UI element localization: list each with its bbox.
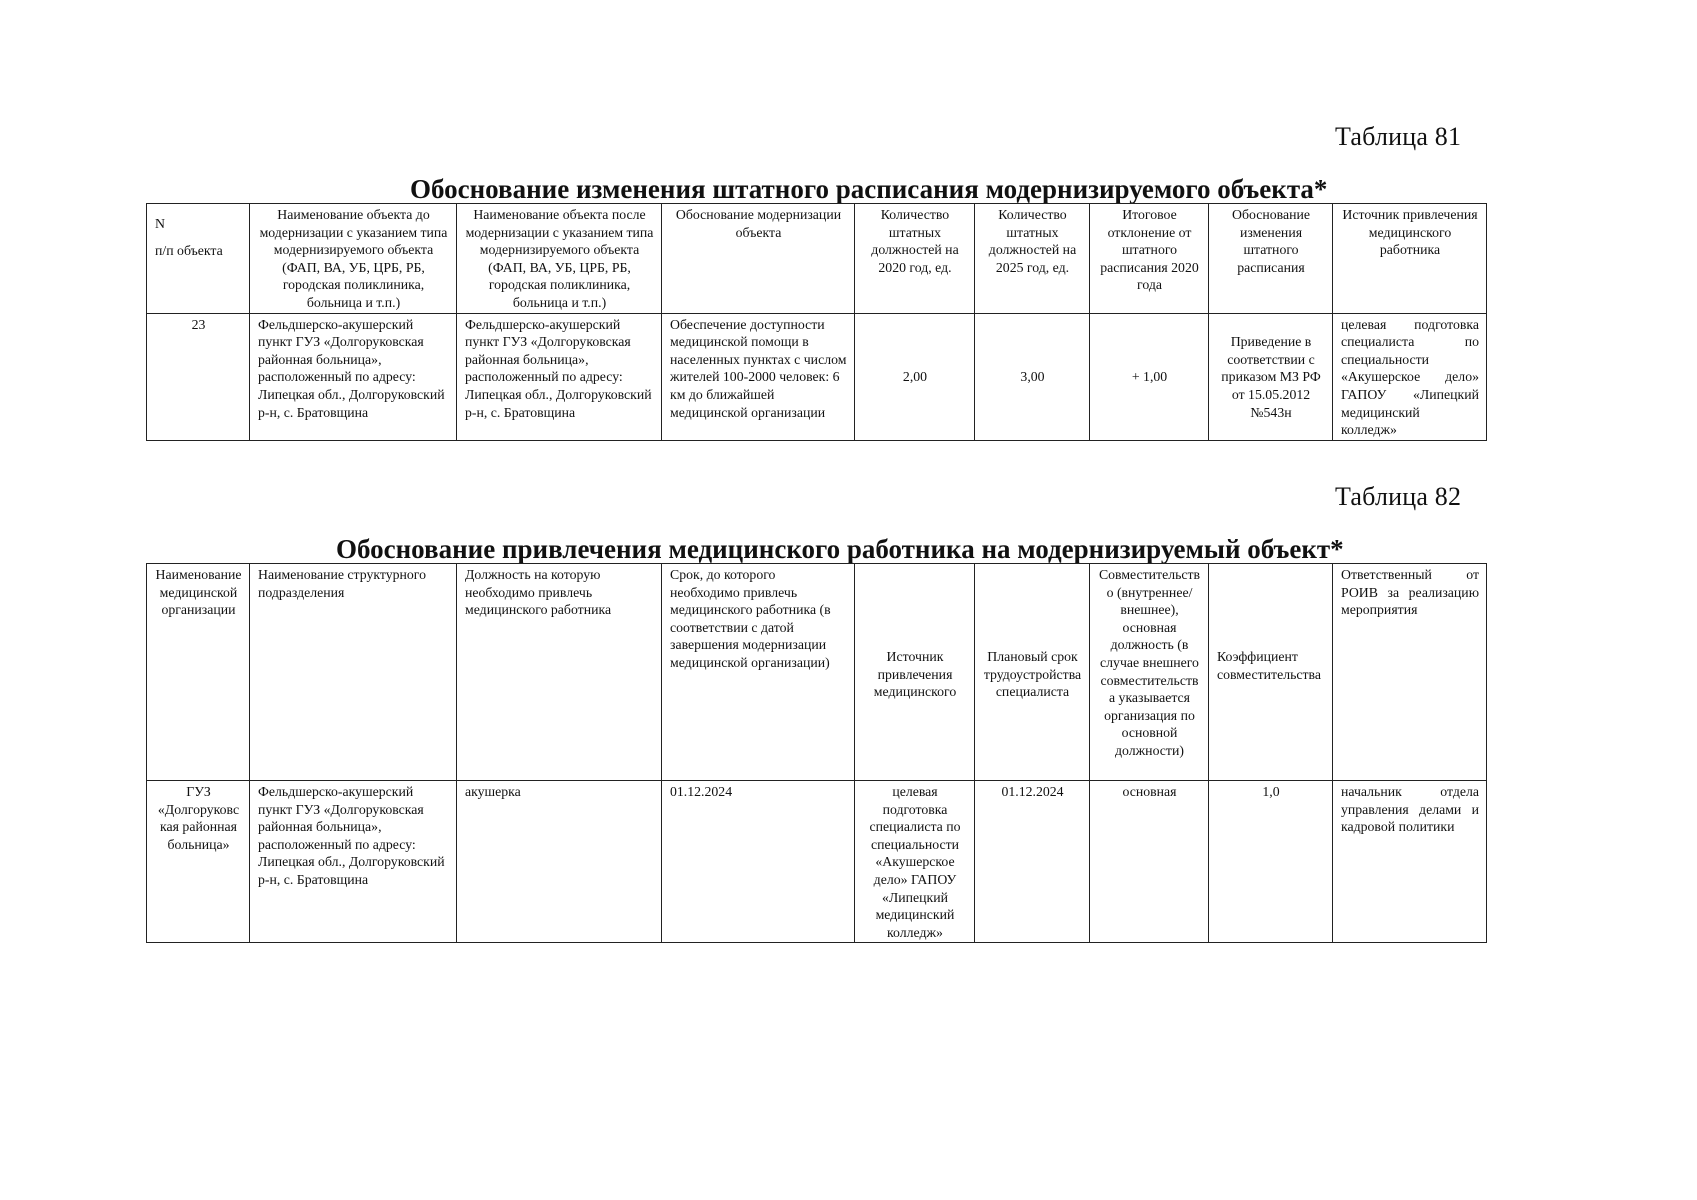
table-81-title: Обоснование изменения штатного расписания модернизируемого объекта* bbox=[410, 174, 1328, 204]
table-82-title: Обоснование привлечения медицинского работника на модернизируемый объект* bbox=[336, 534, 1344, 564]
row-org: ГУЗ «Долгоруковская районная больница» bbox=[147, 781, 250, 943]
table-82-header-row bbox=[147, 564, 1487, 781]
header-position: Должность на которую необходимо привлечь медицинского работника bbox=[457, 564, 662, 781]
row-combination: основная bbox=[1090, 781, 1209, 943]
header-n-line2: п/п объекта bbox=[155, 243, 223, 258]
table-row bbox=[147, 781, 1487, 943]
header-planned: Плановый срок трудоустройства специалиста bbox=[975, 564, 1090, 781]
header-n-line1: N bbox=[155, 216, 165, 231]
header-coef: Коэффициент совместительства bbox=[1209, 564, 1333, 781]
row-deviation: + 1,00 bbox=[1090, 313, 1209, 440]
row-position: акушерка bbox=[457, 781, 662, 943]
row-justification: Обеспечение доступности медицинской помощи в населенных пунктах с числом жителей 100-2000 человек: 6 км до ближайшей медицинской организации bbox=[662, 313, 855, 440]
header-before: Наименование объекта до модернизации с указанием типа модернизируемого объекта (ФАП, ВА, УБ, ЦРБ, РБ, городская поликлиника, больница и т.п.) bbox=[250, 204, 457, 314]
table-82 bbox=[146, 563, 1487, 943]
header-responsible: Ответственный от РОИВ за реализацию мероприятия bbox=[1333, 564, 1487, 781]
header-org: Наименование медицинской организации bbox=[147, 564, 250, 781]
row-responsible: начальник отдела управления делами и кадровой политики bbox=[1333, 781, 1487, 943]
row-before: Фельдшерско-акушерский пункт ГУЗ «Долгоруковская районная больница», расположенный по адресу: Липецкая обл., Долгоруковский р-н, с. Братовщина bbox=[250, 313, 457, 440]
row-source: целевая подготовка специалиста по специальности «Акушерское дело» ГАПОУ «Липецкий медицинский колледж» bbox=[855, 781, 975, 943]
row-staff-2025: 3,00 bbox=[975, 313, 1090, 440]
header-n bbox=[147, 204, 250, 314]
row-unit: Фельдшерско-акушерский пункт ГУЗ «Долгоруковская районная больница», расположенный по адресу: Липецкая обл., Долгоруковский р-н, с. Братовщина bbox=[250, 781, 457, 943]
header-source: Источник привлечения медицинского bbox=[855, 564, 975, 781]
row-n: 23 bbox=[147, 313, 250, 440]
row-source: целевая подготовка специалиста по специальности «Акушерское дело» ГАПОУ «Липецкий медицинский колледж» bbox=[1333, 313, 1487, 440]
row-deadline: 01.12.2024 bbox=[662, 781, 855, 943]
header-justification: Обоснование модернизации объекта bbox=[662, 204, 855, 314]
header-deadline: Срок, до которого необходимо привлечь медицинского работника (в соответствии с датой завершения модернизации медицинской организации) bbox=[662, 564, 855, 781]
table-81-label: Таблица 81 bbox=[1335, 122, 1462, 151]
header-unit: Наименование структурного подразделения bbox=[250, 564, 457, 781]
table-81-header-row bbox=[147, 204, 1487, 314]
table-81 bbox=[146, 203, 1487, 441]
table-82-label: Таблица 82 bbox=[1335, 482, 1462, 511]
header-staff-2020: Количество штатных должностей на 2020 год, ед. bbox=[855, 204, 975, 314]
header-deviation: Итоговое отклонение от штатного расписания 2020 года bbox=[1090, 204, 1209, 314]
header-combination: Совместительство (внутреннее/внешнее), основная должность (в случае внешнего совместительства указывается организация по основной должности) bbox=[1090, 564, 1209, 781]
row-coef: 1,0 bbox=[1209, 781, 1333, 943]
row-planned: 01.12.2024 bbox=[975, 781, 1090, 943]
header-source: Источник привлечения медицинского работника bbox=[1333, 204, 1487, 314]
header-staff-2025: Количество штатных должностей на 2025 год, ед. bbox=[975, 204, 1090, 314]
row-after: Фельдшерско-акушерский пункт ГУЗ «Долгоруковская районная больница», расположенный по адресу: Липецкая обл., Долгоруковский р-н, с. Братовщина bbox=[457, 313, 662, 440]
table-row bbox=[147, 313, 1487, 440]
row-staff-change: Приведение в соответствии с приказом МЗ РФ от 15.05.2012 №543н bbox=[1209, 313, 1333, 440]
row-staff-2020: 2,00 bbox=[855, 313, 975, 440]
header-after: Наименование объекта после модернизации с указанием типа модернизируемого объекта (ФАП, ВА, УБ, ЦРБ, РБ, городская поликлиника, больница и т.п.) bbox=[457, 204, 662, 314]
header-staff-change: Обоснование изменения штатного расписания bbox=[1209, 204, 1333, 314]
